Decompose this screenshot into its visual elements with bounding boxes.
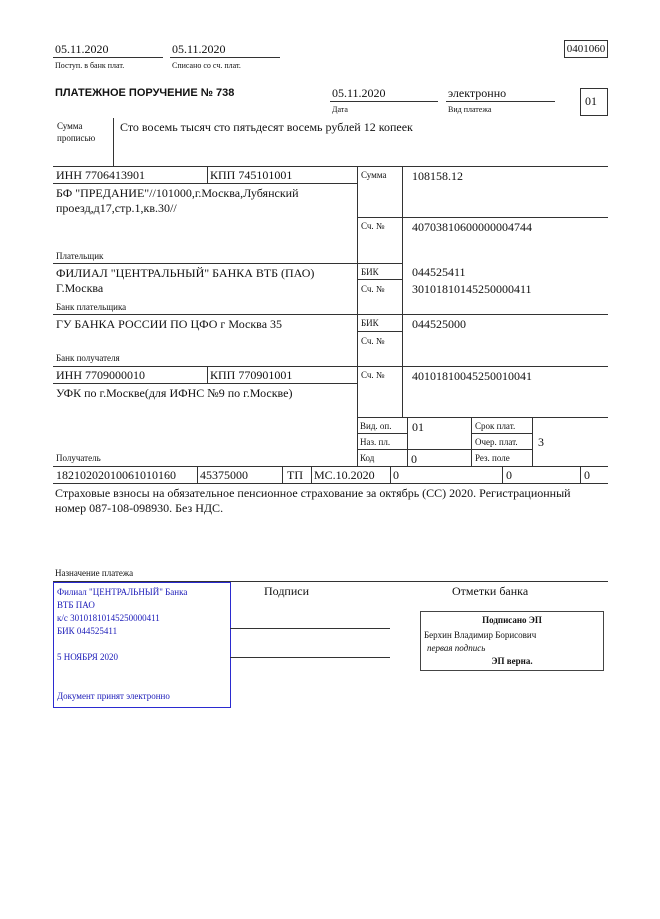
payee-bik: 044525000	[412, 317, 466, 331]
kod-label: Код	[360, 453, 375, 463]
payer-bik: 044525411	[412, 265, 466, 279]
payment-type-label: Вид платежа	[448, 105, 492, 114]
payee-label: Получатель	[56, 453, 101, 463]
page-title: ПЛАТЕЖНОЕ ПОРУЧЕНИЕ № 738	[55, 87, 235, 99]
ocher-plat-value: 3	[538, 435, 544, 449]
payee-bank-name: ГУ БАНКА РОССИИ ПО ЦФО г Москва 35	[56, 317, 283, 331]
e-signature-role: первая подпись	[427, 643, 486, 653]
document-date-label: Дата	[332, 105, 348, 114]
amount-label: Сумма	[361, 170, 387, 180]
divider	[357, 417, 608, 418]
payer-inn: ИНН 7706413901	[56, 168, 145, 182]
divider	[532, 417, 533, 466]
document-date: 05.11.2020	[332, 86, 386, 100]
payee-inn: ИНН 7709000010	[56, 368, 145, 382]
payee-bank-account-label: Сч. №	[361, 336, 385, 346]
divider	[357, 263, 402, 264]
payment-type: электронно	[448, 86, 507, 100]
divider	[53, 183, 357, 184]
stamp-line4: БИК 044525411	[57, 626, 118, 636]
divider	[113, 118, 114, 166]
stamp-date: 5 НОЯБРЯ 2020	[57, 652, 118, 662]
divider	[53, 166, 608, 167]
divider	[53, 383, 357, 384]
divider	[197, 466, 198, 483]
tax-period: МС.10.2020	[314, 468, 375, 482]
e-signature-title: Подписано ЭП	[482, 615, 542, 625]
rez-pole-label: Рез. поле	[475, 453, 510, 463]
divider	[311, 466, 312, 483]
status-code-box	[580, 88, 608, 116]
stamp-line1: Филиал "ЦЕНТРАЛЬНЫЙ" Банка	[57, 587, 188, 597]
amount-value: 108158.12	[412, 169, 463, 183]
stamp-accepted: Документ принят электронно	[57, 691, 170, 701]
payer-bank-name-line1: ФИЛИАЛ "ЦЕНТРАЛЬНЫЙ" БАНКА ВТБ (ПАО)	[56, 266, 315, 280]
divider	[357, 279, 402, 280]
divider	[407, 449, 471, 450]
divider	[357, 331, 402, 332]
divider	[471, 449, 532, 450]
divider	[207, 366, 208, 383]
divider	[471, 417, 472, 466]
kod-value: 0	[411, 452, 417, 466]
e-signature-status: ЭП верна.	[491, 656, 533, 666]
divider	[390, 466, 391, 483]
payer-kpp: КПП 745101001	[210, 168, 293, 182]
divider	[446, 101, 555, 102]
form-code-box	[564, 40, 608, 58]
tax-basis: ТП	[287, 468, 303, 482]
amount-words-label-1: Сумма	[57, 121, 83, 131]
divider	[53, 263, 357, 264]
payer-bank-account-label: Сч. №	[361, 284, 385, 294]
divider	[53, 366, 608, 367]
divider	[357, 449, 407, 450]
form-code: 0401060	[566, 43, 606, 55]
divider	[502, 466, 503, 483]
payer-name-line2: проезд,д17,стр.1,кв.30//	[56, 201, 177, 215]
divider	[53, 314, 608, 315]
stamp-line2: ВТБ ПАО	[57, 600, 95, 610]
divider	[357, 166, 358, 466]
status-code: 01	[585, 94, 597, 108]
e-signature-box	[420, 611, 604, 671]
divider	[53, 57, 163, 58]
stamp-line3: к/с 30101810145250000411	[57, 613, 160, 623]
divider	[407, 417, 408, 466]
date-debited-value: 05.11.2020	[172, 42, 226, 56]
date-received-value: 05.11.2020	[55, 42, 109, 56]
divider	[471, 433, 532, 434]
divider	[282, 466, 283, 483]
payer-bik-label: БИК	[361, 267, 379, 277]
divider	[357, 433, 407, 434]
srok-plat-label: Срок плат.	[475, 421, 516, 431]
naz-pl-label: Наз. пл.	[360, 437, 391, 447]
bank-acceptance-stamp	[53, 582, 231, 708]
payee-account: 40101810045250010041	[412, 369, 532, 383]
payer-bank-label: Банк плательщика	[56, 302, 127, 312]
ocher-plat-label: Очер. плат.	[475, 437, 518, 447]
signatures-label: Подписи	[264, 584, 310, 598]
divider	[170, 57, 280, 58]
payer-label: Плательщик	[56, 251, 104, 261]
divider	[53, 483, 608, 484]
e-signature-signer: Берхин Владимир Борисович	[424, 630, 537, 640]
vid-op-label: Вид. оп.	[360, 421, 392, 431]
payee-bank-label: Банк получателя	[56, 353, 120, 363]
divider	[330, 101, 438, 102]
divider	[53, 466, 608, 467]
divider	[580, 466, 581, 483]
purpose-line1: Страховые взносы на обязательное пенсионное страхование за октябрь (СС) 2020. Регистрационный	[55, 486, 571, 500]
payer-name-line1: БФ "ПРЕДАНИЕ"//101000,г.Москва,Лубянский	[56, 186, 299, 200]
date-received-label: Поступ. в банк плат.	[55, 61, 125, 70]
tax-oktmo: 45375000	[200, 468, 248, 482]
amount-words-label-2: прописью	[57, 133, 96, 143]
payer-bank-account: 30101810145250000411	[412, 282, 532, 296]
signature-line-2	[230, 657, 390, 658]
bank-marks-label: Отметки банка	[452, 584, 529, 598]
date-debited-label: Списано со сч. плат.	[172, 61, 241, 70]
signature-line-1	[230, 628, 390, 629]
tax-kbk: 18210202010061010160	[56, 468, 176, 482]
amount-words-value: Сто восемь тысяч сто пятьдесят восемь рублей 12 копеек	[120, 120, 413, 134]
divider	[357, 217, 608, 218]
divider	[402, 166, 403, 417]
divider	[207, 166, 208, 183]
payee-kpp: КПП 770901001	[210, 368, 293, 382]
purpose-line2: номер 087-108-098930. Без НДС.	[55, 501, 224, 515]
payee-account-label: Сч. №	[361, 370, 385, 380]
tax-doc-number: 0	[393, 468, 399, 482]
purpose-label: Назначение платежа	[55, 568, 134, 578]
payer-account: 40703810600000004744	[412, 220, 532, 234]
tax-type: 0	[584, 468, 590, 482]
payee-bik-label: БИК	[361, 318, 379, 328]
vid-op-value: 01	[412, 420, 424, 434]
payee-name: УФК по г.Москве(для ИФНС №9 по г.Москве)	[56, 386, 293, 400]
tax-doc-date: 0	[506, 468, 512, 482]
payer-account-label: Сч. №	[361, 221, 385, 231]
payer-bank-name-line2: Г.Москва	[56, 281, 104, 295]
